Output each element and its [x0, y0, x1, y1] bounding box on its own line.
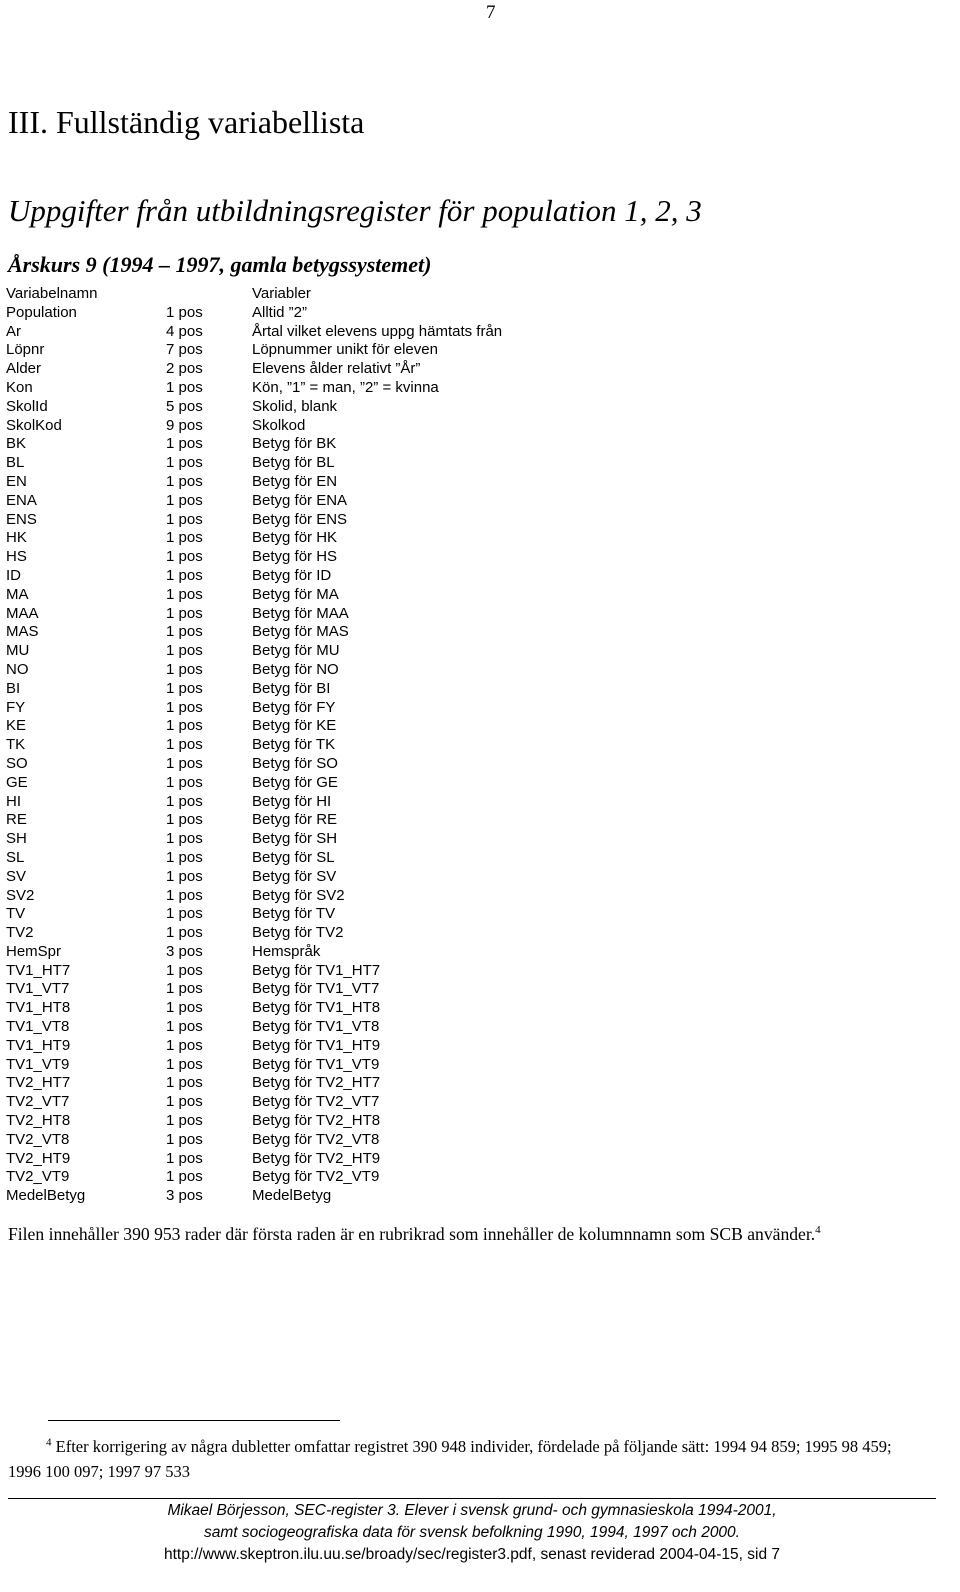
- variable-name-cell: EN: [6, 472, 27, 490]
- length-cell: 1 pos: [166, 435, 203, 453]
- variable-name-cell: ENA: [6, 491, 37, 509]
- length-cell: 1 pos: [166, 1074, 203, 1092]
- variable-name-cell: TV1_HT7: [6, 961, 71, 979]
- length-cell: 1 pos: [166, 660, 203, 678]
- length-cell: 1 pos: [166, 698, 203, 716]
- table-row: [6, 1187, 752, 1206]
- variable-name-cell: TV2_HT8: [6, 1112, 71, 1130]
- variable-table: [6, 285, 752, 1206]
- table-row: [6, 1093, 752, 1112]
- table-header-row: [6, 285, 752, 304]
- table-row: [6, 811, 752, 830]
- length-cell: 1 pos: [166, 623, 203, 641]
- variable-name-cell: FY: [6, 698, 26, 716]
- description-cell: Betyg för TV2_VT8: [252, 1130, 380, 1148]
- table-row: [6, 905, 752, 924]
- variable-name-cell: TV2: [6, 924, 34, 942]
- variable-name-cell: TV2_VT8: [6, 1130, 70, 1148]
- table-row: [6, 605, 752, 624]
- variable-name-cell: TV2_VT7: [6, 1093, 70, 1111]
- length-cell: 1 pos: [166, 717, 203, 735]
- table-row: [6, 360, 752, 379]
- length-cell: 1 pos: [166, 961, 203, 979]
- variable-name-cell: Alder: [6, 360, 42, 378]
- table-row: [6, 398, 752, 417]
- table-row: [6, 1056, 752, 1075]
- length-cell: 1 pos: [166, 1093, 203, 1111]
- description-cell: Betyg för BI: [252, 679, 331, 697]
- description-cell: Betyg för ENA: [252, 491, 348, 509]
- description-cell: Betyg för TV: [252, 905, 336, 923]
- length-cell: 1 pos: [166, 867, 203, 885]
- table-row: [6, 793, 752, 812]
- length-cell: 1 pos: [166, 886, 203, 904]
- length-cell: 1 pos: [166, 999, 203, 1017]
- variable-name-cell: MAS: [6, 623, 39, 641]
- description-cell: Betyg för HS: [252, 548, 338, 566]
- variable-name-cell: Ar: [6, 322, 21, 340]
- variable-name-cell: GE: [6, 773, 28, 791]
- description-cell: Betyg för TV2_HT7: [252, 1074, 381, 1092]
- table-row: [6, 717, 752, 736]
- description-cell: Betyg för MAS: [252, 623, 349, 641]
- variable-name-cell: HemSpr: [6, 942, 62, 960]
- footer-citation-line-2: samt sociogeografiska data för svensk befolkning 1990, 1994, 1997 och 2000.: [204, 1524, 740, 1541]
- table-row: [6, 736, 752, 755]
- variable-name-cell: ENS: [6, 510, 37, 528]
- footer-separator: [8, 1498, 936, 1499]
- variable-name-cell: TV1_VT9: [6, 1055, 70, 1073]
- description-cell: Betyg för NO: [252, 660, 339, 678]
- table-row: [6, 623, 752, 642]
- length-cell: 1 pos: [166, 454, 203, 472]
- table-row: [6, 511, 752, 530]
- description-cell: Betyg för MAA: [252, 604, 349, 622]
- description-cell: Betyg för FY: [252, 698, 336, 716]
- table-row: [6, 1018, 752, 1037]
- table-row: [6, 492, 752, 511]
- variable-name-cell: TV1_VT7: [6, 980, 70, 998]
- header-variable-name: Variabelnamn: [6, 285, 98, 302]
- length-cell: 1 pos: [166, 378, 203, 396]
- length-cell: 1 pos: [166, 548, 203, 566]
- variable-name-cell: BK: [6, 435, 27, 453]
- variable-name-cell: TV: [6, 905, 26, 923]
- table-row: [6, 661, 752, 680]
- length-cell: 1 pos: [166, 679, 203, 697]
- variable-name-cell: SkolKod: [6, 416, 62, 434]
- description-cell: MedelBetyg: [252, 1187, 332, 1205]
- table-row: [6, 1168, 752, 1187]
- table-row: [6, 755, 752, 774]
- variable-name-cell: SL: [6, 848, 25, 866]
- table-row: [6, 943, 752, 962]
- length-cell: 1 pos: [166, 811, 203, 829]
- length-cell: 1 pos: [166, 529, 203, 547]
- table-row: [6, 680, 752, 699]
- length-cell: 1 pos: [166, 1112, 203, 1130]
- table-row: [6, 699, 752, 718]
- sub-heading: Uppgifter från utbildningsregister för population 1, 2, 3: [8, 193, 702, 228]
- length-cell: 1 pos: [166, 792, 203, 810]
- description-cell: Skolid, blank: [252, 397, 338, 415]
- section-heading: III. Fullständig variabellista: [8, 104, 365, 140]
- table-row: [6, 924, 752, 943]
- table-row: [6, 1150, 752, 1169]
- variable-name-cell: BI: [6, 679, 21, 697]
- description-cell: Elevens ålder relativt ”År”: [252, 360, 421, 378]
- variable-name-cell: KE: [6, 717, 27, 735]
- length-cell: 1 pos: [166, 1149, 203, 1167]
- variable-name-cell: NO: [6, 660, 29, 678]
- table-row: [6, 1037, 752, 1056]
- variable-name-cell: ID: [6, 566, 21, 584]
- description-cell: Betyg för TV2: [252, 924, 344, 942]
- variable-name-cell: TV2_VT9: [6, 1168, 70, 1186]
- footnote-text: Efter korrigering av några dubletter omfattar registret 390 948 individer, fördelade på följande sätt: 1994 94 859; 1995 98 459; 1996 100 097; 1997 97 533: [8, 1437, 892, 1481]
- length-cell: 4 pos: [166, 322, 203, 340]
- file-note: [8, 1224, 821, 1245]
- variable-name-cell: MA: [6, 585, 29, 603]
- description-cell: Skolkod: [252, 416, 306, 434]
- variable-name-cell: HS: [6, 548, 27, 566]
- description-cell: Kön, ”1” = man, ”2” = kvinna: [252, 378, 439, 396]
- table-row: [6, 473, 752, 492]
- footer-url-line: http://www.skeptron.ilu.uu.se/broady/sec/register3.pdf, senast reviderad 2004-04-15, sid 7: [163, 1546, 781, 1563]
- description-cell: Betyg för TV2_VT9: [252, 1168, 380, 1186]
- description-cell: Betyg för TV2_HT8: [252, 1112, 381, 1130]
- variable-name-cell: SH: [6, 830, 27, 848]
- description-cell: Betyg för BL: [252, 454, 335, 472]
- table-row: [6, 1131, 752, 1150]
- variable-name-cell: SV: [6, 867, 27, 885]
- table-row: [6, 999, 752, 1018]
- table-row: [6, 887, 752, 906]
- length-cell: 1 pos: [166, 1168, 203, 1186]
- table-row: [6, 774, 752, 793]
- length-cell: 1 pos: [166, 773, 203, 791]
- description-cell: Betyg för TV1_VT8: [252, 1018, 380, 1036]
- description-cell: Betyg för HI: [252, 792, 332, 810]
- table-row: [6, 435, 752, 454]
- variable-name-cell: BL: [6, 454, 25, 472]
- page-footer: [8, 1500, 936, 1566]
- table-row: [6, 830, 752, 849]
- footnote: [8, 1434, 914, 1484]
- length-cell: 1 pos: [166, 1130, 203, 1148]
- variable-name-cell: TK: [6, 736, 26, 754]
- description-cell: Betyg för TV2_HT9: [252, 1149, 381, 1167]
- description-cell: Betyg för TK: [252, 736, 336, 754]
- variable-name-cell: Kon: [6, 378, 33, 396]
- length-cell: 1 pos: [166, 980, 203, 998]
- variable-name-cell: TV1_VT8: [6, 1018, 70, 1036]
- description-cell: Betyg för SO: [252, 754, 338, 772]
- description-cell: Betyg för TV1_HT8: [252, 999, 381, 1017]
- length-cell: 5 pos: [166, 397, 203, 415]
- length-cell: 1 pos: [166, 491, 203, 509]
- description-cell: Betyg för ID: [252, 566, 332, 584]
- description-cell: Betyg för SH: [252, 830, 338, 848]
- table-row: [6, 341, 752, 360]
- length-cell: 1 pos: [166, 1036, 203, 1054]
- table-row: [6, 586, 752, 605]
- table-row: [6, 548, 752, 567]
- description-cell: Betyg för HK: [252, 529, 338, 547]
- table-row: [6, 980, 752, 999]
- description-cell: Betyg för SV: [252, 867, 337, 885]
- description-cell: Betyg för MU: [252, 642, 340, 660]
- description-cell: Alltid ”2”: [252, 303, 308, 321]
- table-row: [6, 962, 752, 981]
- table-row: [6, 642, 752, 661]
- variable-name-cell: MedelBetyg: [6, 1187, 86, 1205]
- length-cell: 1 pos: [166, 830, 203, 848]
- description-cell: Betyg för TV1_HT7: [252, 961, 381, 979]
- table-row: [6, 529, 752, 548]
- length-cell: 1 pos: [166, 604, 203, 622]
- variable-name-cell: MAA: [6, 604, 39, 622]
- length-cell: 7 pos: [166, 341, 203, 359]
- table-row: [6, 417, 752, 436]
- variable-name-cell: TV2_HT7: [6, 1074, 71, 1092]
- description-cell: Årtal vilket elevens uppg hämtats från: [252, 322, 503, 340]
- variable-name-cell: RE: [6, 811, 27, 829]
- length-cell: 1 pos: [166, 1055, 203, 1073]
- length-cell: 1 pos: [166, 924, 203, 942]
- description-cell: Betyg för MA: [252, 585, 339, 603]
- variable-name-cell: SV2: [6, 886, 35, 904]
- file-note-text: Filen innehåller 390 953 rader där första raden är en rubrikrad som innehåller de kolumnnamn som SCB använder.: [8, 1224, 816, 1244]
- length-cell: 1 pos: [166, 585, 203, 603]
- description-cell: Betyg för TV1_VT9: [252, 1055, 380, 1073]
- length-cell: 1 pos: [166, 905, 203, 923]
- variable-name-cell: SO: [6, 754, 28, 772]
- table-body: [6, 304, 752, 1206]
- table-row: [6, 1074, 752, 1093]
- description-cell: Löpnummer unikt för eleven: [252, 341, 438, 359]
- description-cell: Betyg för TV1_VT7: [252, 980, 380, 998]
- variable-name-cell: HI: [6, 792, 21, 810]
- description-cell: Betyg för BK: [252, 435, 337, 453]
- table-row: [6, 454, 752, 473]
- table-row: [6, 379, 752, 398]
- description-cell: Betyg för SV2: [252, 886, 345, 904]
- variable-name-cell: TV1_HT8: [6, 999, 71, 1017]
- description-cell: Betyg för TV1_HT9: [252, 1036, 381, 1054]
- description-cell: Betyg för KE: [252, 717, 337, 735]
- length-cell: 1 pos: [166, 848, 203, 866]
- length-cell: 1 pos: [166, 472, 203, 490]
- length-cell: 1 pos: [166, 642, 203, 660]
- description-cell: Betyg för RE: [252, 811, 338, 829]
- variable-name-cell: Löpnr: [6, 341, 45, 359]
- description-cell: Betyg för TV2_VT7: [252, 1093, 380, 1111]
- length-cell: 3 pos: [166, 1187, 203, 1205]
- table-row: [6, 304, 752, 323]
- table-row: [6, 849, 752, 868]
- description-cell: Betyg för SL: [252, 848, 335, 866]
- description-cell: Hemspråk: [252, 942, 321, 960]
- length-cell: 1 pos: [166, 1018, 203, 1036]
- footnote-marker: 4: [46, 1436, 52, 1449]
- length-cell: 9 pos: [166, 416, 203, 434]
- table-row: [6, 567, 752, 586]
- description-cell: Betyg för ENS: [252, 510, 348, 528]
- length-cell: 1 pos: [166, 736, 203, 754]
- table-row: [6, 1112, 752, 1131]
- footnote-separator: [48, 1420, 340, 1421]
- variable-name-cell: HK: [6, 529, 27, 547]
- header-length: [166, 285, 252, 304]
- grade-9-heading: Årskurs 9 (1994 – 1997, gamla betygssystemet): [8, 252, 432, 277]
- table-row: [6, 323, 752, 342]
- variable-name-cell: Population: [6, 303, 77, 321]
- length-cell: 3 pos: [166, 942, 203, 960]
- table-row: [6, 868, 752, 887]
- header-description: Variabler: [252, 285, 311, 302]
- page-number: 7: [486, 2, 496, 23]
- length-cell: 1 pos: [166, 566, 203, 584]
- variable-name-cell: TV2_HT9: [6, 1149, 71, 1167]
- length-cell: 1 pos: [166, 303, 203, 321]
- length-cell: 1 pos: [166, 510, 203, 528]
- variable-name-cell: MU: [6, 642, 30, 660]
- description-cell: Betyg för EN: [252, 472, 338, 490]
- footnote-reference: 4: [815, 1224, 821, 1237]
- variable-name-cell: TV1_HT9: [6, 1036, 71, 1054]
- length-cell: 1 pos: [166, 754, 203, 772]
- footer-citation-line-1: Mikael Börjesson, SEC-register 3. Elever i svensk grund- och gymnasieskola 1994-2001,: [167, 1502, 777, 1519]
- description-cell: Betyg för GE: [252, 773, 338, 791]
- length-cell: 2 pos: [166, 360, 203, 378]
- variable-name-cell: SkolId: [6, 397, 48, 415]
